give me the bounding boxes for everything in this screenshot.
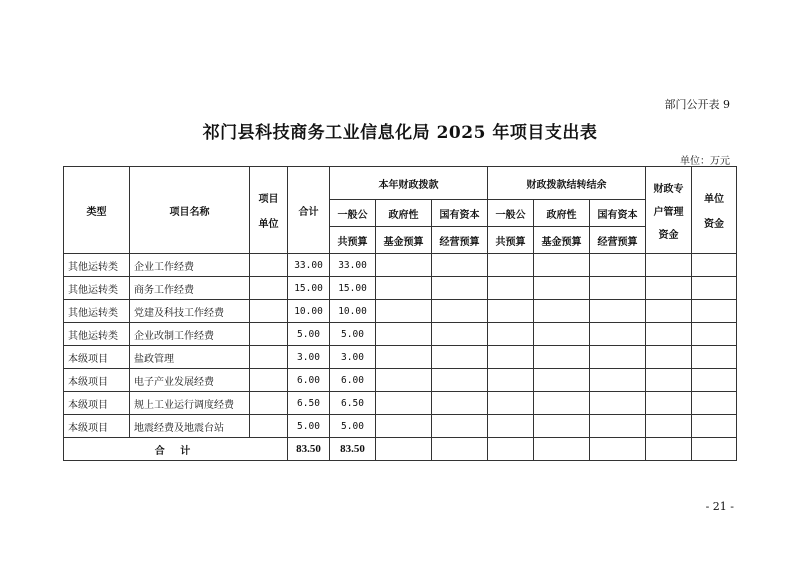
cell-empty: [646, 438, 692, 461]
project-expenditure-table: [63, 166, 737, 461]
cell-empty: [488, 369, 534, 392]
cell-empty: [590, 392, 646, 415]
cell-empty: [376, 438, 432, 461]
cell-empty: [488, 346, 534, 369]
header-cy-gov-fund-line2: 基金预算: [376, 227, 432, 254]
cell-type: 其他运转类: [64, 277, 130, 300]
cell-general-public: 10.00: [330, 300, 376, 323]
cell-total: 5.00: [288, 415, 330, 438]
cell-empty: [432, 277, 488, 300]
cell-empty: [692, 369, 737, 392]
cell-empty: [692, 392, 737, 415]
cell-project-name: 盐政管理: [130, 346, 250, 369]
cell-type: 本级项目: [64, 369, 130, 392]
table-row: [64, 277, 737, 300]
header-total: 合计: [288, 167, 330, 254]
header-co-general-line1: 一般公: [488, 200, 534, 227]
cell-empty: [376, 392, 432, 415]
cell-empty: [534, 323, 590, 346]
cell-type: 本级项目: [64, 415, 130, 438]
cell-empty: [646, 369, 692, 392]
cell-unit: [250, 369, 288, 392]
cell-total: 5.00: [288, 323, 330, 346]
header-fiscal-special: [646, 167, 692, 254]
cell-empty: [590, 346, 646, 369]
cell-empty: [376, 346, 432, 369]
cell-empty: [534, 300, 590, 323]
cell-empty: [432, 323, 488, 346]
cell-empty: [534, 277, 590, 300]
header-current-year-group: 本年财政拨款: [330, 167, 488, 200]
page-title: 祁门县科技商务工业信息化局 2025 年项目支出表: [202, 123, 598, 143]
table-row: [64, 346, 737, 369]
page-number: - 21 -: [705, 500, 734, 513]
cell-empty: [432, 254, 488, 277]
table-row: [64, 300, 737, 323]
header-co-general-line2: 共预算: [488, 227, 534, 254]
cell-empty: [488, 392, 534, 415]
cell-unit: [250, 346, 288, 369]
cell-type: 其他运转类: [64, 300, 130, 323]
cell-general-public: 33.00: [330, 254, 376, 277]
header-type: 类型: [64, 167, 130, 254]
cell-total: 10.00: [288, 300, 330, 323]
cell-empty: [376, 300, 432, 323]
cell-empty: [432, 300, 488, 323]
cell-empty: [488, 300, 534, 323]
cell-empty: [376, 369, 432, 392]
cell-empty: [692, 346, 737, 369]
header-project-unit: [250, 167, 288, 254]
header-project-unit-line1: 项目: [258, 194, 279, 205]
cell-type: 本级项目: [64, 392, 130, 415]
cell-general-public: 5.00: [330, 323, 376, 346]
cell-empty: [692, 300, 737, 323]
cell-empty: [488, 254, 534, 277]
header-unit-funds-line2: 资金: [704, 219, 725, 230]
cell-empty: [646, 392, 692, 415]
header-cy-state-capital-line1: 国有资本: [432, 200, 488, 227]
cell-empty: [692, 254, 737, 277]
cell-general-public: 15.00: [330, 277, 376, 300]
header-unit-funds: [692, 167, 737, 254]
cell-type: 本级项目: [64, 346, 130, 369]
header-fiscal-special-line2: 户管理: [653, 206, 684, 218]
table-row: [64, 323, 737, 346]
header-unit-funds-line1: 单位: [704, 194, 725, 205]
header-project-unit-line2: 单位: [258, 219, 279, 230]
cell-empty: [432, 415, 488, 438]
cell-empty: [590, 415, 646, 438]
cell-empty: [534, 415, 590, 438]
cell-empty: [646, 277, 692, 300]
cell-empty: [534, 254, 590, 277]
cell-total: 6.00: [288, 369, 330, 392]
cell-empty: [646, 415, 692, 438]
form-tag: 部门公开表 9: [664, 98, 730, 111]
cell-total: 15.00: [288, 277, 330, 300]
cell-empty: [534, 438, 590, 461]
cell-empty: [590, 277, 646, 300]
cell-empty: [376, 277, 432, 300]
header-co-gov-fund-line1: 政府性: [534, 200, 590, 227]
cell-project-name: 企业改制工作经费: [130, 323, 250, 346]
cell-empty: [590, 438, 646, 461]
header-fiscal-special-line3: 资金: [658, 229, 679, 241]
header-co-state-capital-line1: 国有资本: [590, 200, 646, 227]
cell-empty: [376, 254, 432, 277]
cell-project-name: 规上工业运行调度经费: [130, 392, 250, 415]
total-row: [64, 438, 737, 461]
cell-project-name: 商务工作经费: [130, 277, 250, 300]
cell-total: 33.00: [288, 254, 330, 277]
total-general-public: 83.50: [330, 438, 376, 461]
cell-unit: [250, 300, 288, 323]
cell-project-name: 企业工作经费: [130, 254, 250, 277]
cell-empty: [534, 346, 590, 369]
cell-empty: [590, 254, 646, 277]
cell-unit: [250, 392, 288, 415]
table-row: [64, 392, 737, 415]
cell-total: 3.00: [288, 346, 330, 369]
cell-empty: [432, 369, 488, 392]
header-cy-general-line1: 一般公: [330, 200, 376, 227]
cell-empty: [432, 346, 488, 369]
cell-empty: [590, 369, 646, 392]
cell-unit: [250, 277, 288, 300]
header-co-state-capital-line2: 经营预算: [590, 227, 646, 254]
cell-total: 6.50: [288, 392, 330, 415]
header-cy-state-capital-line2: 经营预算: [432, 227, 488, 254]
unit-label: 单位：万元: [680, 156, 730, 167]
table-row: [64, 415, 737, 438]
cell-empty: [646, 323, 692, 346]
cell-empty: [646, 300, 692, 323]
table-row: [64, 369, 737, 392]
cell-project-name: 电子产业发展经费: [130, 369, 250, 392]
cell-empty: [646, 254, 692, 277]
cell-empty: [488, 415, 534, 438]
cell-type: 其他运转类: [64, 254, 130, 277]
cell-project-name: 地震经费及地震台站: [130, 415, 250, 438]
header-project-name: 项目名称: [130, 167, 250, 254]
total-label: 合 计: [64, 438, 288, 461]
cell-project-name: 党建及科技工作经费: [130, 300, 250, 323]
cell-unit: [250, 323, 288, 346]
cell-empty: [646, 346, 692, 369]
header-cy-general-line2: 共预算: [330, 227, 376, 254]
cell-empty: [432, 392, 488, 415]
cell-empty: [488, 323, 534, 346]
cell-empty: [376, 415, 432, 438]
cell-empty: [692, 415, 737, 438]
cell-empty: [534, 369, 590, 392]
cell-empty: [692, 277, 737, 300]
cell-empty: [692, 438, 737, 461]
header-fiscal-special-line1: 财政专: [653, 183, 684, 195]
cell-general-public: 3.00: [330, 346, 376, 369]
total-amount: 83.50: [288, 438, 330, 461]
cell-general-public: 6.00: [330, 369, 376, 392]
cell-type: 其他运转类: [64, 323, 130, 346]
cell-empty: [692, 323, 737, 346]
cell-general-public: 6.50: [330, 392, 376, 415]
cell-unit: [250, 254, 288, 277]
header-carryover-group: 财政拨款结转结余: [488, 167, 646, 200]
header-co-gov-fund-line2: 基金预算: [534, 227, 590, 254]
cell-unit: [250, 415, 288, 438]
table-row: [64, 254, 737, 277]
cell-empty: [590, 323, 646, 346]
cell-empty: [488, 438, 534, 461]
cell-empty: [534, 392, 590, 415]
cell-empty: [376, 323, 432, 346]
cell-empty: [488, 277, 534, 300]
cell-empty: [432, 438, 488, 461]
cell-general-public: 5.00: [330, 415, 376, 438]
header-cy-gov-fund-line1: 政府性: [376, 200, 432, 227]
cell-empty: [590, 300, 646, 323]
